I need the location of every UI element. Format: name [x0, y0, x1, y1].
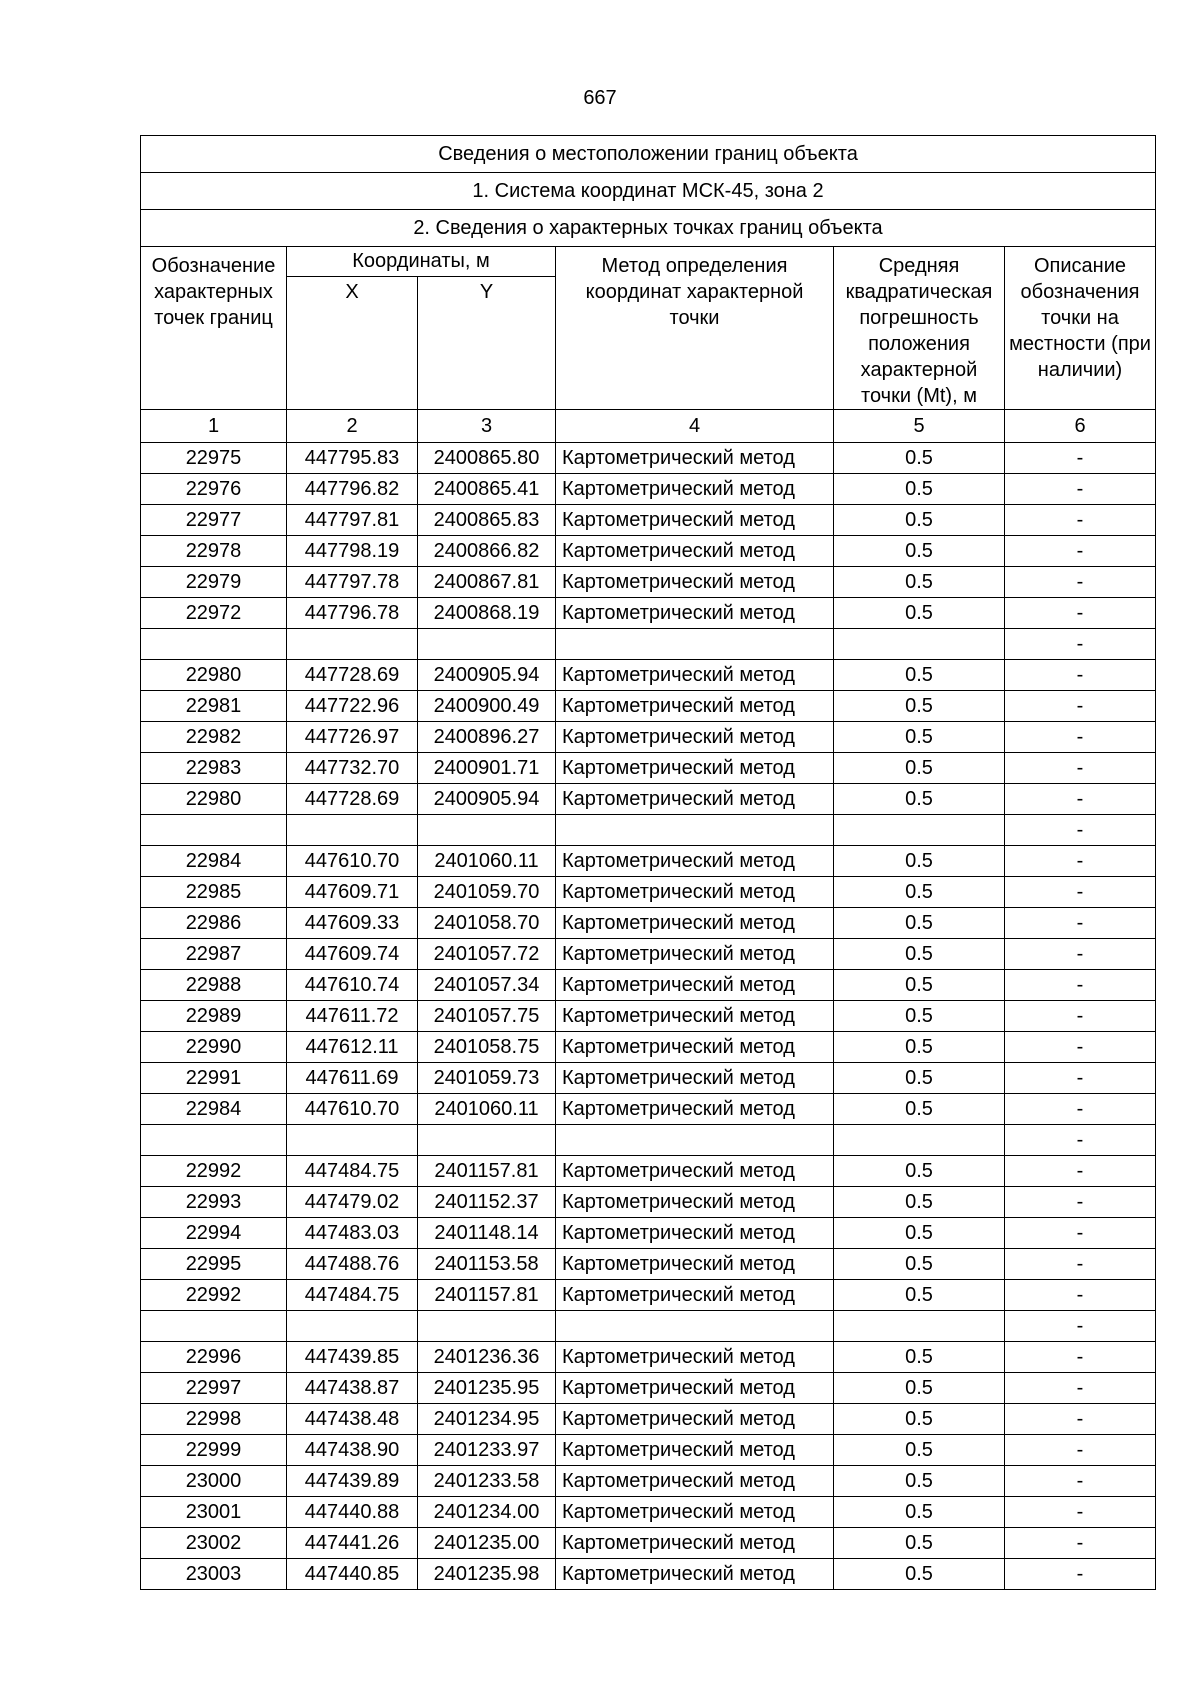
description-cell: -	[1005, 1187, 1156, 1218]
description-cell: -	[1005, 1404, 1156, 1435]
coord-x-cell	[287, 815, 418, 846]
table-row	[141, 598, 1156, 629]
coord-y-cell: 2401060.11	[418, 846, 556, 877]
table-row	[141, 1404, 1156, 1435]
description-cell: -	[1005, 1001, 1156, 1032]
description-cell: -	[1005, 1497, 1156, 1528]
method-cell: Картометрический метод	[556, 1032, 834, 1063]
error-value-cell: 0.5	[834, 1497, 1005, 1528]
error-value-cell: 0.5	[834, 1063, 1005, 1094]
description-cell: -	[1005, 939, 1156, 970]
table-row	[141, 1280, 1156, 1311]
description-cell: -	[1005, 567, 1156, 598]
description-cell: -	[1005, 1125, 1156, 1156]
method-cell: Картометрический метод	[556, 877, 834, 908]
table-row	[141, 1001, 1156, 1032]
column-number: 2	[287, 410, 418, 443]
coord-x-cell: 447438.48	[287, 1404, 418, 1435]
coord-x-cell: 447611.72	[287, 1001, 418, 1032]
table-row	[141, 1466, 1156, 1497]
point-id-cell: 22988	[141, 970, 287, 1001]
table-row	[141, 474, 1156, 505]
coord-x-cell: 447610.70	[287, 846, 418, 877]
error-value-cell: 0.5	[834, 1249, 1005, 1280]
description-cell: -	[1005, 443, 1156, 474]
column-header-x: X	[287, 276, 418, 409]
coord-y-cell: 2400865.83	[418, 505, 556, 536]
method-cell	[556, 1125, 834, 1156]
coord-x-cell: 447611.69	[287, 1063, 418, 1094]
table-row	[141, 443, 1156, 474]
error-value-cell: 0.5	[834, 691, 1005, 722]
coord-x-cell: 447795.83	[287, 443, 418, 474]
coord-y-cell: 2401057.75	[418, 1001, 556, 1032]
column-header-error: Средняя квадратическая погрешность положения характерной точки (Mt), м	[834, 247, 1005, 410]
description-cell: -	[1005, 1094, 1156, 1125]
table-row	[141, 1218, 1156, 1249]
coord-y-cell: 2400865.80	[418, 443, 556, 474]
point-id-cell: 23001	[141, 1497, 287, 1528]
table-row	[141, 1559, 1156, 1590]
description-cell: -	[1005, 846, 1156, 877]
method-cell: Картометрический метод	[556, 660, 834, 691]
error-value-cell: 0.5	[834, 1187, 1005, 1218]
coord-x-cell: 447797.78	[287, 567, 418, 598]
column-header-description: Описание обозначения точки на местности (при наличии)	[1005, 247, 1156, 410]
coord-y-cell: 2401157.81	[418, 1156, 556, 1187]
coord-y-cell: 2401057.72	[418, 939, 556, 970]
column-numbers-row	[141, 410, 1156, 443]
error-value-cell: 0.5	[834, 1404, 1005, 1435]
column-header-designation: Обозначение характерных точек границ	[141, 247, 287, 410]
method-cell: Картометрический метод	[556, 1218, 834, 1249]
description-cell: -	[1005, 877, 1156, 908]
coord-x-cell	[287, 1311, 418, 1342]
method-cell: Картометрический метод	[556, 598, 834, 629]
description-cell: -	[1005, 1528, 1156, 1559]
point-id-cell: 22980	[141, 784, 287, 815]
coord-y-cell: 2401058.75	[418, 1032, 556, 1063]
error-value-cell: 0.5	[834, 660, 1005, 691]
point-id-cell: 22981	[141, 691, 287, 722]
table-row	[141, 970, 1156, 1001]
error-value-cell: 0.5	[834, 939, 1005, 970]
coord-x-cell: 447726.97	[287, 722, 418, 753]
table-row	[141, 1342, 1156, 1373]
table-row	[141, 1063, 1156, 1094]
description-cell: -	[1005, 970, 1156, 1001]
description-cell: -	[1005, 1435, 1156, 1466]
point-id-cell: 22983	[141, 753, 287, 784]
coord-y-cell: 2400865.41	[418, 474, 556, 505]
coord-x-cell: 447440.85	[287, 1559, 418, 1590]
coord-y-cell: 2400901.71	[418, 753, 556, 784]
description-cell: -	[1005, 1559, 1156, 1590]
error-value-cell: 0.5	[834, 536, 1005, 567]
point-id-cell: 22992	[141, 1280, 287, 1311]
coord-x-cell: 447441.26	[287, 1528, 418, 1559]
method-cell: Картометрический метод	[556, 1249, 834, 1280]
table-row	[141, 1311, 1156, 1342]
coord-x-cell	[287, 629, 418, 660]
coord-x-cell: 447609.71	[287, 877, 418, 908]
point-id-cell: 23003	[141, 1559, 287, 1590]
coord-y-cell: 2401153.58	[418, 1249, 556, 1280]
coord-y-cell: 2400905.94	[418, 784, 556, 815]
coord-x-cell: 447610.74	[287, 970, 418, 1001]
method-cell	[556, 815, 834, 846]
coord-y-cell: 2401060.11	[418, 1094, 556, 1125]
point-id-cell: 22972	[141, 598, 287, 629]
table-row	[141, 1249, 1156, 1280]
column-number: 6	[1005, 410, 1156, 443]
coord-x-cell: 447439.89	[287, 1466, 418, 1497]
table-row	[141, 1497, 1156, 1528]
table-row	[141, 1094, 1156, 1125]
method-cell: Картометрический метод	[556, 970, 834, 1001]
method-cell: Картометрический метод	[556, 1466, 834, 1497]
method-cell: Картометрический метод	[556, 908, 834, 939]
coord-x-cell: 447440.88	[287, 1497, 418, 1528]
coord-y-cell: 2401059.73	[418, 1063, 556, 1094]
method-cell: Картометрический метод	[556, 691, 834, 722]
coord-y-cell: 2401058.70	[418, 908, 556, 939]
table-row	[141, 877, 1156, 908]
table-row	[141, 908, 1156, 939]
point-id-cell	[141, 629, 287, 660]
point-id-cell: 22976	[141, 474, 287, 505]
table-row	[141, 722, 1156, 753]
coord-x-cell: 447728.69	[287, 660, 418, 691]
error-value-cell: 0.5	[834, 443, 1005, 474]
coord-y-cell: 2401234.95	[418, 1404, 556, 1435]
description-cell: -	[1005, 1373, 1156, 1404]
point-id-cell: 22998	[141, 1404, 287, 1435]
table-row	[141, 1373, 1156, 1404]
table-row	[141, 660, 1156, 691]
error-value-cell	[834, 629, 1005, 660]
coord-x-cell: 447609.74	[287, 939, 418, 970]
error-value-cell: 0.5	[834, 1373, 1005, 1404]
point-id-cell: 22993	[141, 1187, 287, 1218]
error-value-cell: 0.5	[834, 877, 1005, 908]
method-cell: Картометрический метод	[556, 846, 834, 877]
point-id-cell: 22991	[141, 1063, 287, 1094]
error-value-cell: 0.5	[834, 846, 1005, 877]
description-cell: -	[1005, 753, 1156, 784]
coord-x-cell: 447610.70	[287, 1094, 418, 1125]
error-value-cell: 0.5	[834, 1528, 1005, 1559]
coord-y-cell: 2401235.95	[418, 1373, 556, 1404]
method-cell: Картометрический метод	[556, 1342, 834, 1373]
section-title: Сведения о местоположении границ объекта	[141, 136, 1156, 173]
coord-y-cell: 2400866.82	[418, 536, 556, 567]
description-cell: -	[1005, 1032, 1156, 1063]
table-row	[141, 536, 1156, 567]
point-id-cell: 22984	[141, 846, 287, 877]
point-id-cell: 22994	[141, 1218, 287, 1249]
method-cell: Картометрический метод	[556, 1435, 834, 1466]
coord-x-cell: 447484.75	[287, 1156, 418, 1187]
coord-x-cell: 447732.70	[287, 753, 418, 784]
point-id-cell: 22975	[141, 443, 287, 474]
title-row	[141, 136, 1156, 173]
error-value-cell: 0.5	[834, 1466, 1005, 1497]
column-header-coordinates: Координаты, м	[287, 247, 556, 277]
method-cell: Картометрический метод	[556, 1528, 834, 1559]
error-value-cell: 0.5	[834, 722, 1005, 753]
coord-y-cell: 2400868.19	[418, 598, 556, 629]
description-cell: -	[1005, 660, 1156, 691]
coord-x-cell: 447484.75	[287, 1280, 418, 1311]
description-cell: -	[1005, 1156, 1156, 1187]
method-cell: Картометрический метод	[556, 1373, 834, 1404]
table-row	[141, 629, 1156, 660]
point-id-cell: 23002	[141, 1528, 287, 1559]
method-cell: Картометрический метод	[556, 1156, 834, 1187]
coord-y-cell: 2401057.34	[418, 970, 556, 1001]
coord-y-cell: 2401236.36	[418, 1342, 556, 1373]
error-value-cell	[834, 815, 1005, 846]
point-id-cell: 22987	[141, 939, 287, 970]
description-cell: -	[1005, 722, 1156, 753]
point-id-cell: 23000	[141, 1466, 287, 1497]
coordinate-system: 1. Система координат МСК-45, зона 2	[141, 173, 1156, 210]
coord-y-cell: 2401148.14	[418, 1218, 556, 1249]
coord-x-cell: 447796.78	[287, 598, 418, 629]
point-id-cell: 22982	[141, 722, 287, 753]
point-id-cell: 22997	[141, 1373, 287, 1404]
point-id-cell: 22992	[141, 1156, 287, 1187]
coord-x-cell: 447798.19	[287, 536, 418, 567]
coord-y-cell: 2401059.70	[418, 877, 556, 908]
error-value-cell: 0.5	[834, 1559, 1005, 1590]
coord-y-cell: 2401157.81	[418, 1280, 556, 1311]
coord-x-cell: 447796.82	[287, 474, 418, 505]
description-cell: -	[1005, 629, 1156, 660]
point-id-cell	[141, 1311, 287, 1342]
method-cell: Картометрический метод	[556, 1497, 834, 1528]
point-id-cell: 22977	[141, 505, 287, 536]
coord-y-cell: 2400900.49	[418, 691, 556, 722]
error-value-cell: 0.5	[834, 908, 1005, 939]
coord-x-cell: 447722.96	[287, 691, 418, 722]
table-row	[141, 1435, 1156, 1466]
method-cell: Картометрический метод	[556, 474, 834, 505]
coord-y-cell: 2401235.00	[418, 1528, 556, 1559]
error-value-cell	[834, 1311, 1005, 1342]
method-cell: Картометрический метод	[556, 722, 834, 753]
point-id-cell: 22990	[141, 1032, 287, 1063]
column-number: 5	[834, 410, 1005, 443]
error-value-cell: 0.5	[834, 970, 1005, 1001]
point-id-cell: 22985	[141, 877, 287, 908]
error-value-cell: 0.5	[834, 567, 1005, 598]
error-value-cell: 0.5	[834, 753, 1005, 784]
header-row	[141, 247, 1156, 277]
description-cell: -	[1005, 1342, 1156, 1373]
point-id-cell: 22986	[141, 908, 287, 939]
method-cell: Картометрический метод	[556, 784, 834, 815]
point-id-cell: 22995	[141, 1249, 287, 1280]
coord-x-cell: 447728.69	[287, 784, 418, 815]
method-cell: Картометрический метод	[556, 1559, 834, 1590]
error-value-cell	[834, 1125, 1005, 1156]
table-row	[141, 784, 1156, 815]
point-id-cell: 22989	[141, 1001, 287, 1032]
table-row	[141, 691, 1156, 722]
column-header-y: Y	[418, 276, 556, 409]
table-row	[141, 567, 1156, 598]
error-value-cell: 0.5	[834, 1280, 1005, 1311]
description-cell: -	[1005, 1218, 1156, 1249]
table-row	[141, 815, 1156, 846]
page-number: 667	[583, 87, 617, 109]
table-row	[141, 1125, 1156, 1156]
coord-x-cell: 447609.33	[287, 908, 418, 939]
method-cell: Картометрический метод	[556, 505, 834, 536]
coord-x-cell: 447488.76	[287, 1249, 418, 1280]
coord-x-cell: 447612.11	[287, 1032, 418, 1063]
column-number: 1	[141, 410, 287, 443]
coord-x-cell: 447439.85	[287, 1342, 418, 1373]
column-number: 3	[418, 410, 556, 443]
method-cell: Картометрический метод	[556, 1404, 834, 1435]
point-id-cell: 22978	[141, 536, 287, 567]
description-cell: -	[1005, 691, 1156, 722]
description-cell: -	[1005, 1280, 1156, 1311]
error-value-cell: 0.5	[834, 1156, 1005, 1187]
method-cell: Картометрический метод	[556, 1280, 834, 1311]
description-cell: -	[1005, 815, 1156, 846]
method-cell	[556, 1311, 834, 1342]
description-cell: -	[1005, 1249, 1156, 1280]
error-value-cell: 0.5	[834, 1094, 1005, 1125]
method-cell: Картометрический метод	[556, 1063, 834, 1094]
column-header-method: Метод определения координат характерной точки	[556, 247, 834, 410]
coord-y-cell: 2400905.94	[418, 660, 556, 691]
error-value-cell: 0.5	[834, 1342, 1005, 1373]
method-cell: Картометрический метод	[556, 1001, 834, 1032]
coord-y-cell: 2401233.58	[418, 1466, 556, 1497]
table-row	[141, 753, 1156, 784]
coord-x-cell: 447438.90	[287, 1435, 418, 1466]
error-value-cell: 0.5	[834, 505, 1005, 536]
method-cell: Картометрический метод	[556, 536, 834, 567]
error-value-cell: 0.5	[834, 1001, 1005, 1032]
coord-y-cell: 2401235.98	[418, 1559, 556, 1590]
coord-y-cell: 2401233.97	[418, 1435, 556, 1466]
point-id-cell: 22979	[141, 567, 287, 598]
table-row	[141, 1156, 1156, 1187]
table-row	[141, 505, 1156, 536]
point-id-cell: 22980	[141, 660, 287, 691]
description-cell: -	[1005, 784, 1156, 815]
method-cell: Картометрический метод	[556, 567, 834, 598]
point-id-cell	[141, 1125, 287, 1156]
coord-y-cell: 2401152.37	[418, 1187, 556, 1218]
description-cell: -	[1005, 908, 1156, 939]
points-section-title: 2. Сведения о характерных точках границ объекта	[141, 210, 1156, 247]
method-cell: Картометрический метод	[556, 443, 834, 474]
points-section-row	[141, 210, 1156, 247]
table-row	[141, 939, 1156, 970]
coord-x-cell: 447438.87	[287, 1373, 418, 1404]
coord-x-cell: 447483.03	[287, 1218, 418, 1249]
error-value-cell: 0.5	[834, 784, 1005, 815]
method-cell: Картометрический метод	[556, 753, 834, 784]
description-cell: -	[1005, 1466, 1156, 1497]
coord-x-cell	[287, 1125, 418, 1156]
point-id-cell: 22999	[141, 1435, 287, 1466]
description-cell: -	[1005, 474, 1156, 505]
coord-y-cell	[418, 1311, 556, 1342]
description-cell: -	[1005, 598, 1156, 629]
error-value-cell: 0.5	[834, 474, 1005, 505]
boundary-points-table	[140, 135, 1156, 1590]
point-id-cell: 22996	[141, 1342, 287, 1373]
method-cell: Картометрический метод	[556, 939, 834, 970]
error-value-cell: 0.5	[834, 1032, 1005, 1063]
coord-y-cell: 2400867.81	[418, 567, 556, 598]
coordinate-system-row	[141, 173, 1156, 210]
method-cell: Картометрический метод	[556, 1094, 834, 1125]
coord-x-cell: 447797.81	[287, 505, 418, 536]
error-value-cell: 0.5	[834, 1218, 1005, 1249]
method-cell	[556, 629, 834, 660]
method-cell: Картометрический метод	[556, 1187, 834, 1218]
table-row	[141, 1528, 1156, 1559]
coord-y-cell	[418, 629, 556, 660]
table-row	[141, 846, 1156, 877]
error-value-cell: 0.5	[834, 598, 1005, 629]
error-value-cell: 0.5	[834, 1435, 1005, 1466]
coord-x-cell: 447479.02	[287, 1187, 418, 1218]
point-id-cell: 22984	[141, 1094, 287, 1125]
description-cell: -	[1005, 536, 1156, 567]
table-row	[141, 1187, 1156, 1218]
coord-y-cell: 2401234.00	[418, 1497, 556, 1528]
point-id-cell	[141, 815, 287, 846]
coord-y-cell	[418, 1125, 556, 1156]
description-cell: -	[1005, 1063, 1156, 1094]
column-number: 4	[556, 410, 834, 443]
coord-y-cell	[418, 815, 556, 846]
table-row	[141, 1032, 1156, 1063]
coord-y-cell: 2400896.27	[418, 722, 556, 753]
description-cell: -	[1005, 505, 1156, 536]
description-cell: -	[1005, 1311, 1156, 1342]
